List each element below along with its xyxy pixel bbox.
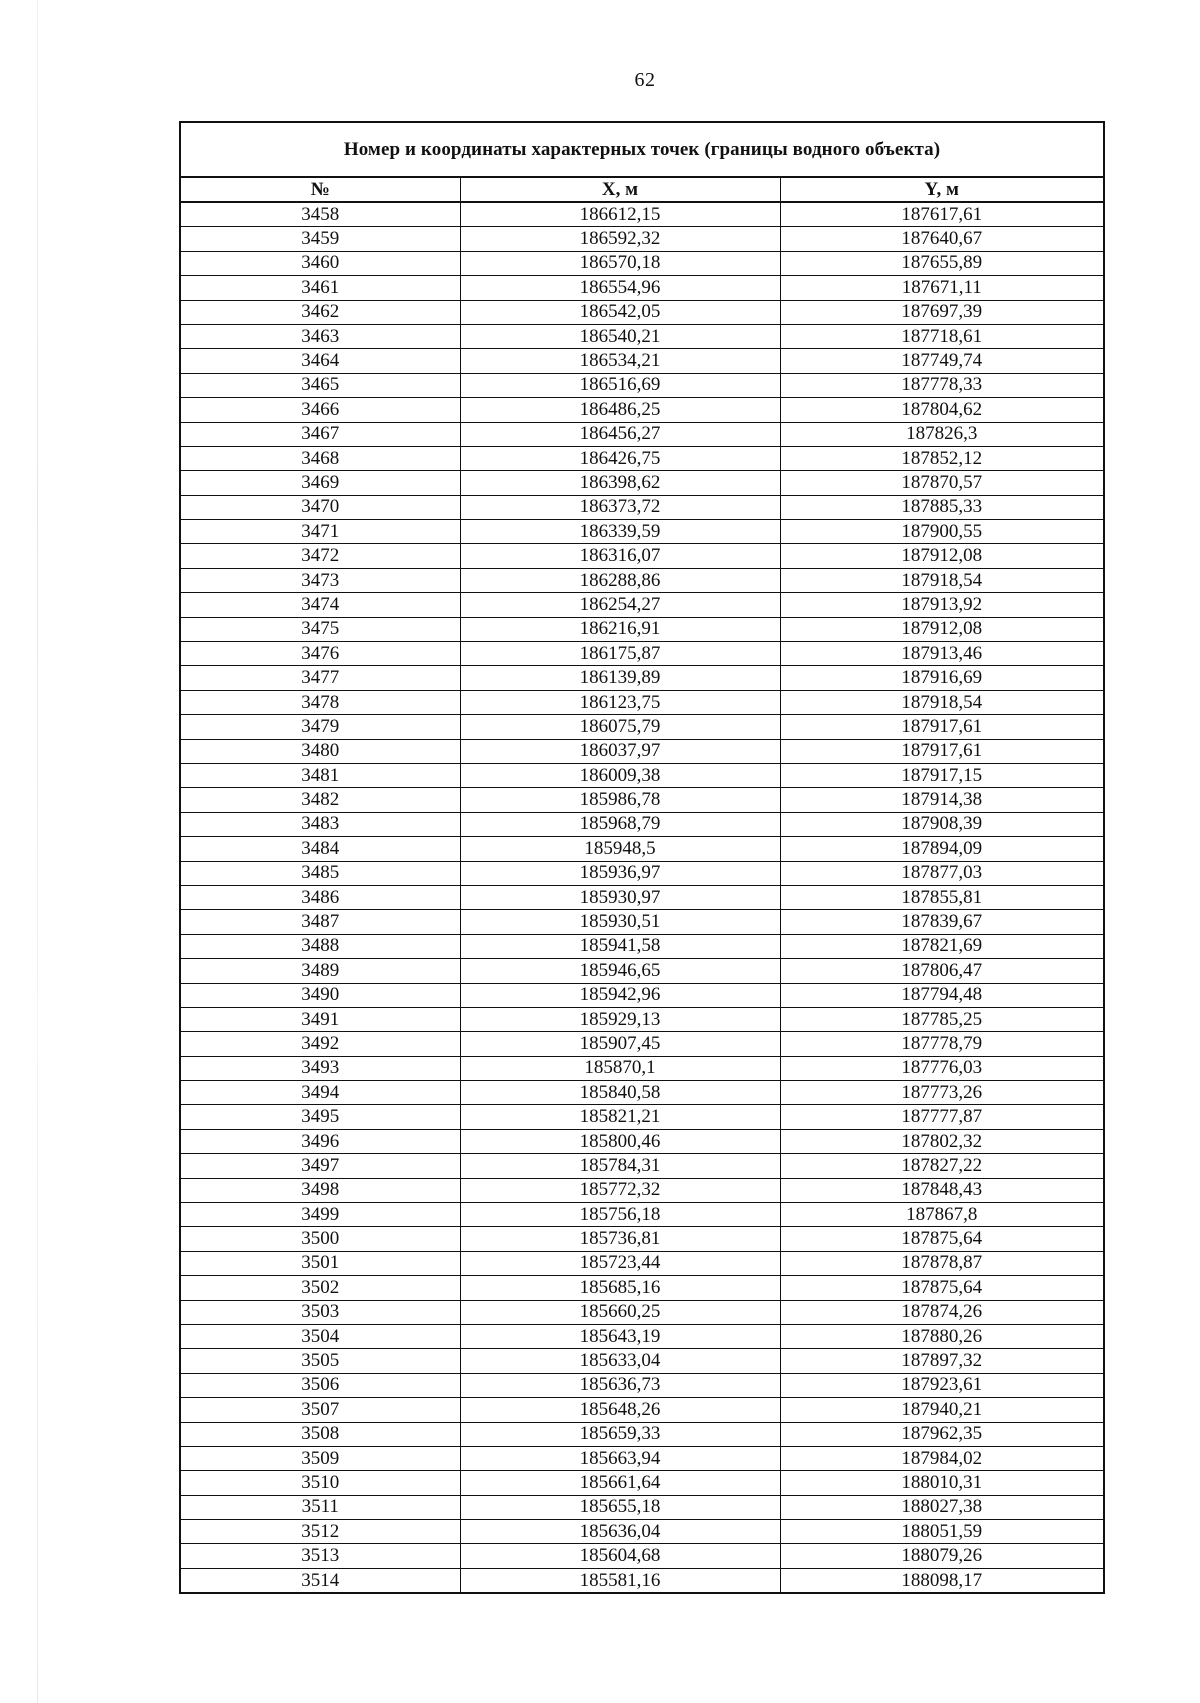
y-coordinate-cell: 187804,62 xyxy=(780,398,1104,422)
point-number-cell: 3482 xyxy=(180,788,460,812)
y-coordinate-cell: 187962,35 xyxy=(780,1422,1104,1446)
y-coordinate-cell: 187894,09 xyxy=(780,837,1104,861)
y-coordinate-cell: 188079,26 xyxy=(780,1544,1104,1568)
y-coordinate-cell: 187908,39 xyxy=(780,812,1104,836)
table-row xyxy=(180,1398,1104,1422)
table-row xyxy=(180,1178,1104,1202)
y-coordinate-cell: 187867,8 xyxy=(780,1203,1104,1227)
table-row xyxy=(180,1324,1104,1348)
x-coordinate-cell: 185581,16 xyxy=(460,1568,780,1593)
point-number-cell: 3463 xyxy=(180,324,460,348)
table-row xyxy=(180,837,1104,861)
table-row xyxy=(180,593,1104,617)
table-row xyxy=(180,446,1104,470)
point-number-cell: 3486 xyxy=(180,885,460,909)
table-row xyxy=(180,1227,1104,1251)
x-coordinate-cell: 185800,46 xyxy=(460,1129,780,1153)
y-coordinate-cell: 187912,08 xyxy=(780,544,1104,568)
table-row xyxy=(180,398,1104,422)
y-coordinate-cell: 187777,87 xyxy=(780,1105,1104,1129)
table-row xyxy=(180,251,1104,275)
y-coordinate-cell: 187900,55 xyxy=(780,520,1104,544)
table-row xyxy=(180,763,1104,787)
table-row xyxy=(180,1495,1104,1519)
table-row xyxy=(180,1544,1104,1568)
y-coordinate-cell: 187855,81 xyxy=(780,885,1104,909)
point-number-cell: 3491 xyxy=(180,1007,460,1031)
y-coordinate-cell: 187923,61 xyxy=(780,1373,1104,1397)
table-row xyxy=(180,1349,1104,1373)
point-number-cell: 3459 xyxy=(180,227,460,251)
x-coordinate-cell: 185756,18 xyxy=(460,1203,780,1227)
y-coordinate-cell: 187875,64 xyxy=(780,1227,1104,1251)
table-row xyxy=(180,1422,1104,1446)
x-coordinate-cell: 185946,65 xyxy=(460,959,780,983)
point-number-cell: 3490 xyxy=(180,983,460,1007)
table-row xyxy=(180,568,1104,592)
y-coordinate-cell: 187655,89 xyxy=(780,251,1104,275)
coordinates-table xyxy=(179,121,1105,1594)
x-coordinate-cell: 185907,45 xyxy=(460,1032,780,1056)
y-coordinate-cell: 187870,57 xyxy=(780,471,1104,495)
scan-margin-line xyxy=(37,0,38,1703)
table-row xyxy=(180,1471,1104,1495)
table-row xyxy=(180,666,1104,690)
table-row xyxy=(180,544,1104,568)
y-coordinate-cell: 187916,69 xyxy=(780,666,1104,690)
y-coordinate-cell: 187827,22 xyxy=(780,1154,1104,1178)
point-number-cell: 3472 xyxy=(180,544,460,568)
table-row xyxy=(180,520,1104,544)
table-row xyxy=(180,983,1104,1007)
table-row xyxy=(180,1081,1104,1105)
table-row xyxy=(180,1105,1104,1129)
point-number-cell: 3499 xyxy=(180,1203,460,1227)
table-row xyxy=(180,1446,1104,1470)
point-number-cell: 3473 xyxy=(180,568,460,592)
point-number-cell: 3469 xyxy=(180,471,460,495)
x-coordinate-cell: 185930,51 xyxy=(460,910,780,934)
x-coordinate-cell: 185736,81 xyxy=(460,1227,780,1251)
x-coordinate-cell: 186554,96 xyxy=(460,276,780,300)
table-header-row xyxy=(180,177,1104,202)
x-coordinate-cell: 186175,87 xyxy=(460,642,780,666)
y-coordinate-cell: 187914,38 xyxy=(780,788,1104,812)
x-coordinate-cell: 186398,62 xyxy=(460,471,780,495)
x-coordinate-cell: 185941,58 xyxy=(460,934,780,958)
point-number-cell: 3500 xyxy=(180,1227,460,1251)
x-coordinate-cell: 186570,18 xyxy=(460,251,780,275)
point-number-cell: 3495 xyxy=(180,1105,460,1129)
x-coordinate-cell: 186486,25 xyxy=(460,398,780,422)
y-coordinate-cell: 187802,32 xyxy=(780,1129,1104,1153)
x-coordinate-cell: 185604,68 xyxy=(460,1544,780,1568)
table-row xyxy=(180,1154,1104,1178)
y-coordinate-cell: 187940,21 xyxy=(780,1398,1104,1422)
y-coordinate-cell: 187749,74 xyxy=(780,349,1104,373)
point-number-cell: 3462 xyxy=(180,300,460,324)
point-number-cell: 3498 xyxy=(180,1178,460,1202)
x-coordinate-cell: 185648,26 xyxy=(460,1398,780,1422)
table-row xyxy=(180,1032,1104,1056)
table-row xyxy=(180,227,1104,251)
page-number: 62 xyxy=(634,69,656,91)
point-number-cell: 3497 xyxy=(180,1154,460,1178)
y-coordinate-cell: 187913,92 xyxy=(780,593,1104,617)
y-coordinate-cell: 187878,87 xyxy=(780,1251,1104,1275)
column-header-x: X, м xyxy=(460,177,780,202)
x-coordinate-cell: 185633,04 xyxy=(460,1349,780,1373)
table-body xyxy=(180,202,1104,1593)
table-row xyxy=(180,1568,1104,1593)
column-header-number: № xyxy=(180,177,460,202)
y-coordinate-cell: 188051,59 xyxy=(780,1520,1104,1544)
point-number-cell: 3465 xyxy=(180,373,460,397)
x-coordinate-cell: 185661,64 xyxy=(460,1471,780,1495)
table-caption-row xyxy=(180,122,1104,177)
y-coordinate-cell: 187880,26 xyxy=(780,1324,1104,1348)
x-coordinate-cell: 186542,05 xyxy=(460,300,780,324)
table-row xyxy=(180,715,1104,739)
y-coordinate-cell: 187918,54 xyxy=(780,690,1104,714)
point-number-cell: 3483 xyxy=(180,812,460,836)
point-number-cell: 3507 xyxy=(180,1398,460,1422)
table-row xyxy=(180,349,1104,373)
y-coordinate-cell: 187917,15 xyxy=(780,763,1104,787)
x-coordinate-cell: 186254,27 xyxy=(460,593,780,617)
y-coordinate-cell: 187773,26 xyxy=(780,1081,1104,1105)
x-coordinate-cell: 185655,18 xyxy=(460,1495,780,1519)
table-row xyxy=(180,739,1104,763)
point-number-cell: 3493 xyxy=(180,1056,460,1080)
table-row xyxy=(180,1203,1104,1227)
x-coordinate-cell: 185929,13 xyxy=(460,1007,780,1031)
y-coordinate-cell: 187806,47 xyxy=(780,959,1104,983)
point-number-cell: 3489 xyxy=(180,959,460,983)
point-number-cell: 3487 xyxy=(180,910,460,934)
point-number-cell: 3494 xyxy=(180,1081,460,1105)
y-coordinate-cell: 188098,17 xyxy=(780,1568,1104,1593)
point-number-cell: 3504 xyxy=(180,1324,460,1348)
x-coordinate-cell: 185870,1 xyxy=(460,1056,780,1080)
x-coordinate-cell: 185660,25 xyxy=(460,1300,780,1324)
x-coordinate-cell: 186037,97 xyxy=(460,739,780,763)
x-coordinate-cell: 186534,21 xyxy=(460,349,780,373)
point-number-cell: 3485 xyxy=(180,861,460,885)
x-coordinate-cell: 185643,19 xyxy=(460,1324,780,1348)
x-coordinate-cell: 186009,38 xyxy=(460,763,780,787)
y-coordinate-cell: 187897,32 xyxy=(780,1349,1104,1373)
x-coordinate-cell: 186373,72 xyxy=(460,495,780,519)
point-number-cell: 3470 xyxy=(180,495,460,519)
x-coordinate-cell: 185821,21 xyxy=(460,1105,780,1129)
x-coordinate-cell: 186426,75 xyxy=(460,446,780,470)
table-row xyxy=(180,422,1104,446)
x-coordinate-cell: 185948,5 xyxy=(460,837,780,861)
y-coordinate-cell: 187852,12 xyxy=(780,446,1104,470)
point-number-cell: 3478 xyxy=(180,690,460,714)
x-coordinate-cell: 186516,69 xyxy=(460,373,780,397)
table-row xyxy=(180,861,1104,885)
x-coordinate-cell: 185784,31 xyxy=(460,1154,780,1178)
point-number-cell: 3508 xyxy=(180,1422,460,1446)
x-coordinate-cell: 186592,32 xyxy=(460,227,780,251)
y-coordinate-cell: 187874,26 xyxy=(780,1300,1104,1324)
table-row xyxy=(180,495,1104,519)
column-header-y: Y, м xyxy=(780,177,1104,202)
table-row xyxy=(180,1373,1104,1397)
x-coordinate-cell: 185936,97 xyxy=(460,861,780,885)
y-coordinate-cell: 187718,61 xyxy=(780,324,1104,348)
table-row xyxy=(180,1276,1104,1300)
point-number-cell: 3511 xyxy=(180,1495,460,1519)
point-number-cell: 3471 xyxy=(180,520,460,544)
point-number-cell: 3474 xyxy=(180,593,460,617)
y-coordinate-cell: 187778,79 xyxy=(780,1032,1104,1056)
x-coordinate-cell: 186612,15 xyxy=(460,202,780,227)
y-coordinate-cell: 187885,33 xyxy=(780,495,1104,519)
x-coordinate-cell: 185723,44 xyxy=(460,1251,780,1275)
x-coordinate-cell: 185636,04 xyxy=(460,1520,780,1544)
point-number-cell: 3481 xyxy=(180,763,460,787)
point-number-cell: 3513 xyxy=(180,1544,460,1568)
table-row xyxy=(180,471,1104,495)
table-row xyxy=(180,1520,1104,1544)
x-coordinate-cell: 185685,16 xyxy=(460,1276,780,1300)
x-coordinate-cell: 185930,97 xyxy=(460,885,780,909)
y-coordinate-cell: 187826,3 xyxy=(780,422,1104,446)
point-number-cell: 3476 xyxy=(180,642,460,666)
point-number-cell: 3496 xyxy=(180,1129,460,1153)
y-coordinate-cell: 187671,11 xyxy=(780,276,1104,300)
point-number-cell: 3509 xyxy=(180,1446,460,1470)
point-number-cell: 3466 xyxy=(180,398,460,422)
table-row xyxy=(180,910,1104,934)
table-row xyxy=(180,617,1104,641)
point-number-cell: 3460 xyxy=(180,251,460,275)
y-coordinate-cell: 187917,61 xyxy=(780,739,1104,763)
point-number-cell: 3467 xyxy=(180,422,460,446)
x-coordinate-cell: 186339,59 xyxy=(460,520,780,544)
y-coordinate-cell: 187875,64 xyxy=(780,1276,1104,1300)
y-coordinate-cell: 187794,48 xyxy=(780,983,1104,1007)
table-row xyxy=(180,812,1104,836)
y-coordinate-cell: 187877,03 xyxy=(780,861,1104,885)
table-row xyxy=(180,276,1104,300)
y-coordinate-cell: 187778,33 xyxy=(780,373,1104,397)
x-coordinate-cell: 185968,79 xyxy=(460,812,780,836)
y-coordinate-cell: 187913,46 xyxy=(780,642,1104,666)
y-coordinate-cell: 187785,25 xyxy=(780,1007,1104,1031)
point-number-cell: 3461 xyxy=(180,276,460,300)
table-row xyxy=(180,324,1104,348)
y-coordinate-cell: 188027,38 xyxy=(780,1495,1104,1519)
x-coordinate-cell: 186288,86 xyxy=(460,568,780,592)
point-number-cell: 3492 xyxy=(180,1032,460,1056)
x-coordinate-cell: 186456,27 xyxy=(460,422,780,446)
table-row xyxy=(180,1007,1104,1031)
point-number-cell: 3503 xyxy=(180,1300,460,1324)
x-coordinate-cell: 186216,91 xyxy=(460,617,780,641)
x-coordinate-cell: 186316,07 xyxy=(460,544,780,568)
point-number-cell: 3514 xyxy=(180,1568,460,1593)
x-coordinate-cell: 185986,78 xyxy=(460,788,780,812)
table-row xyxy=(180,1300,1104,1324)
table-row xyxy=(180,373,1104,397)
y-coordinate-cell: 187776,03 xyxy=(780,1056,1104,1080)
y-coordinate-cell: 187697,39 xyxy=(780,300,1104,324)
point-number-cell: 3512 xyxy=(180,1520,460,1544)
x-coordinate-cell: 185840,58 xyxy=(460,1081,780,1105)
x-coordinate-cell: 185659,33 xyxy=(460,1422,780,1446)
table-row xyxy=(180,1129,1104,1153)
y-coordinate-cell: 187839,67 xyxy=(780,910,1104,934)
x-coordinate-cell: 186139,89 xyxy=(460,666,780,690)
point-number-cell: 3501 xyxy=(180,1251,460,1275)
x-coordinate-cell: 186123,75 xyxy=(460,690,780,714)
table-row xyxy=(180,202,1104,227)
x-coordinate-cell: 185942,96 xyxy=(460,983,780,1007)
table-row xyxy=(180,934,1104,958)
table-row xyxy=(180,642,1104,666)
y-coordinate-cell: 187918,54 xyxy=(780,568,1104,592)
point-number-cell: 3479 xyxy=(180,715,460,739)
y-coordinate-cell: 187912,08 xyxy=(780,617,1104,641)
y-coordinate-cell: 187617,61 xyxy=(780,202,1104,227)
table-row xyxy=(180,885,1104,909)
table-row xyxy=(180,1251,1104,1275)
y-coordinate-cell: 188010,31 xyxy=(780,1471,1104,1495)
table-caption: Номер и координаты характерных точек (границы водного объекта) xyxy=(180,122,1104,177)
x-coordinate-cell: 186075,79 xyxy=(460,715,780,739)
point-number-cell: 3505 xyxy=(180,1349,460,1373)
y-coordinate-cell: 187917,61 xyxy=(780,715,1104,739)
table-row xyxy=(180,1056,1104,1080)
y-coordinate-cell: 187821,69 xyxy=(780,934,1104,958)
table-row xyxy=(180,788,1104,812)
y-coordinate-cell: 187640,67 xyxy=(780,227,1104,251)
point-number-cell: 3464 xyxy=(180,349,460,373)
x-coordinate-cell: 185663,94 xyxy=(460,1446,780,1470)
point-number-cell: 3480 xyxy=(180,739,460,763)
point-number-cell: 3510 xyxy=(180,1471,460,1495)
point-number-cell: 3468 xyxy=(180,446,460,470)
table-row xyxy=(180,690,1104,714)
point-number-cell: 3484 xyxy=(180,837,460,861)
point-number-cell: 3477 xyxy=(180,666,460,690)
x-coordinate-cell: 186540,21 xyxy=(460,324,780,348)
point-number-cell: 3506 xyxy=(180,1373,460,1397)
y-coordinate-cell: 187984,02 xyxy=(780,1446,1104,1470)
x-coordinate-cell: 185636,73 xyxy=(460,1373,780,1397)
point-number-cell: 3475 xyxy=(180,617,460,641)
point-number-cell: 3458 xyxy=(180,202,460,227)
table-row xyxy=(180,300,1104,324)
point-number-cell: 3502 xyxy=(180,1276,460,1300)
coordinates-table-container xyxy=(179,121,1103,1594)
y-coordinate-cell: 187848,43 xyxy=(780,1178,1104,1202)
point-number-cell: 3488 xyxy=(180,934,460,958)
table-row xyxy=(180,959,1104,983)
x-coordinate-cell: 185772,32 xyxy=(460,1178,780,1202)
